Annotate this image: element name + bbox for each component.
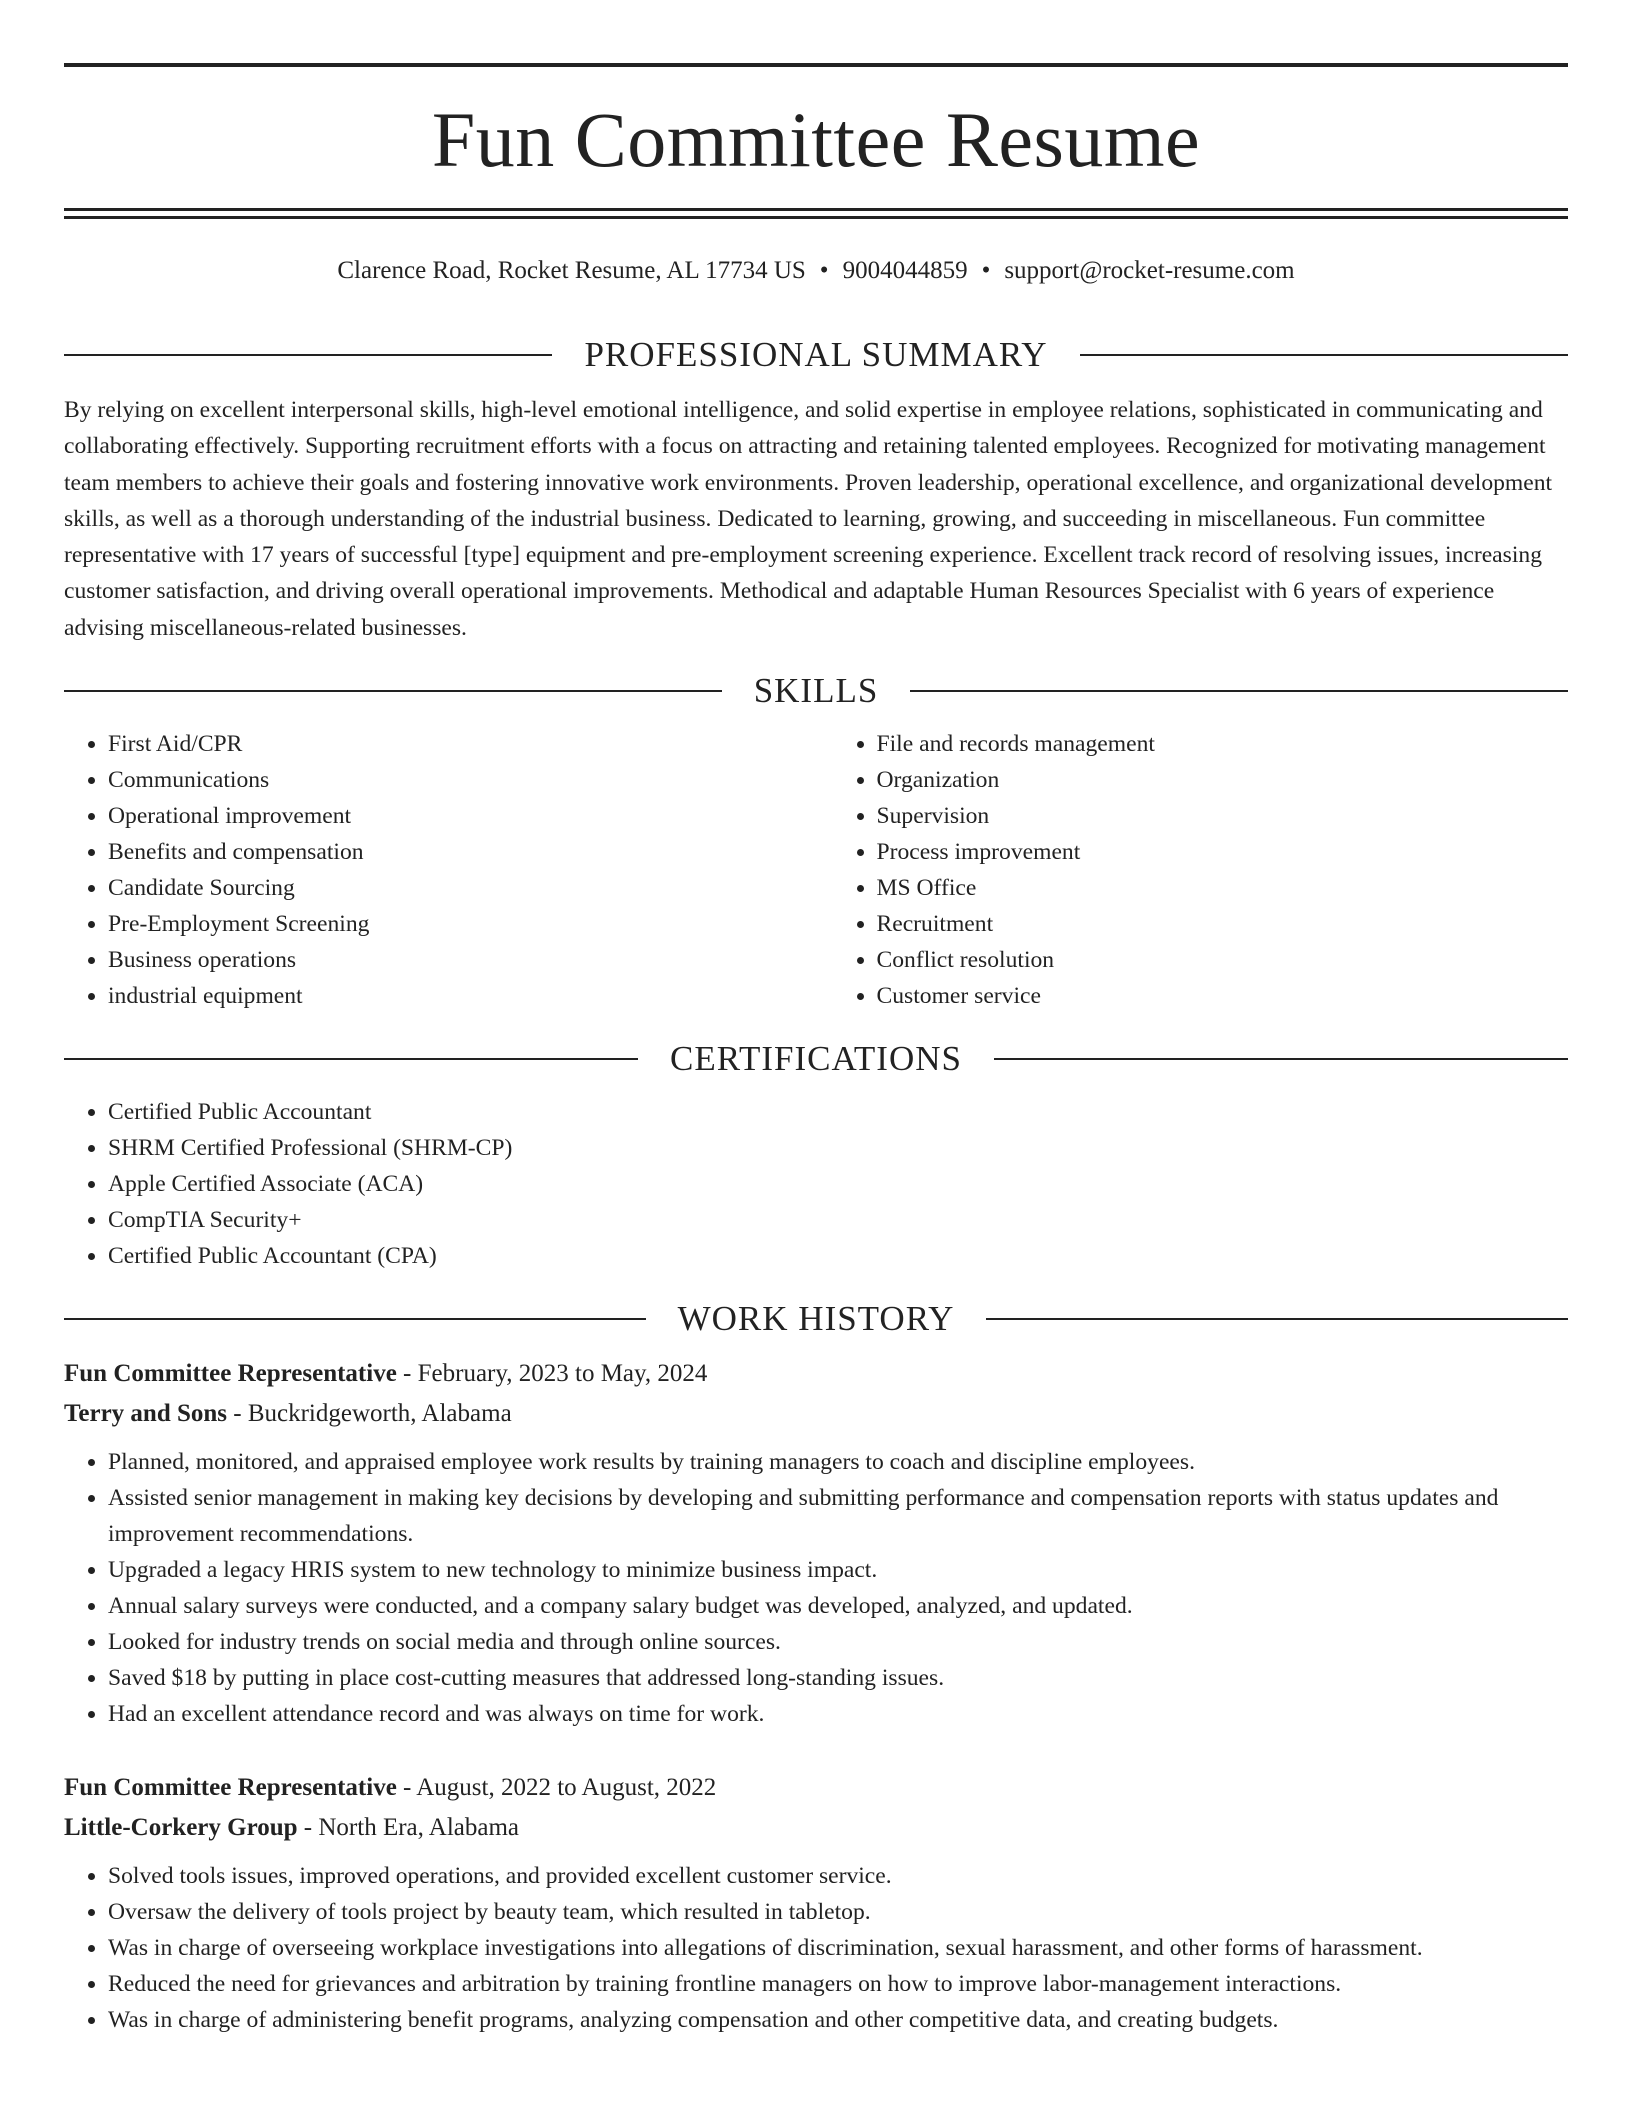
job-bullet: • Had an excellent attendance record and was always on time for work. — [108, 1696, 1568, 1732]
skill-item: • Business operations — [108, 942, 800, 978]
skills-heading-title: SKILLS — [753, 671, 879, 711]
skill-item: • Conflict resolution — [877, 942, 1569, 978]
certification-item: • CompTIA Security+ — [108, 1202, 1568, 1238]
skill-item: • Benefits and compensation — [108, 834, 800, 870]
certification-item: • Certified Public Accountant (CPA) — [108, 1238, 1568, 1274]
skill-item: • Operational improvement — [108, 798, 800, 834]
summary-text: By relying on excellent interpersonal skills, high-level emotional intelligence, and solid expertise in employee relations, sophisticated in communicating and collaborating effectively. Supporting recruitment efforts with a focus on attracting and retaining talented employees. Recognized for motivating management team members to achieve their goals and fostering innovative work environments. Proven leadership, operational excellence, and organizational development skills, as well as a thorough understanding of the industrial business. Dedicated to learning, growing, and succeeding in miscellaneous. Fun committee representative with 17 years of successful [type] equipment and pre-employment screening experience. Excellent track record of resolving issues, increasing customer satisfaction, and driving overall operational improvements. Methodical and adaptable Human Resources Specialist with 6 years of experience advising miscellaneous-related businesses. — [64, 397, 1553, 641]
skill-item: • Pre-Employment Screening — [108, 906, 800, 942]
job-bullet: • Planned, monitored, and appraised employee work results by training managers to coach and discipline employees. — [108, 1444, 1568, 1480]
contact-separator: • — [819, 257, 829, 284]
contact-address: Clarence Road, Rocket Resume, AL 17734 US — [337, 257, 806, 284]
job-bullets — [64, 1444, 1568, 1732]
job-bullet: • Upgraded a legacy HRIS system to new technology to minimize business impact. — [108, 1552, 1568, 1588]
heading-rule-right — [910, 690, 1568, 692]
job-title-line — [64, 1354, 1568, 1394]
certifications-block — [64, 1094, 1568, 1274]
skill-item: • File and records management — [877, 726, 1569, 762]
skills-heading — [64, 666, 1568, 716]
skill-item: • Candidate Sourcing — [108, 870, 800, 906]
skills-list-right — [800, 726, 1569, 1014]
skill-item: • Process improvement — [877, 834, 1569, 870]
contact-phone: 9004044859 — [842, 257, 968, 284]
skill-item: • Supervision — [877, 798, 1569, 834]
job-bullet: • Annual salary surveys were conducted, and a company salary budget was developed, analyzed, and updated. — [108, 1588, 1568, 1624]
skill-item: • Customer service — [877, 978, 1569, 1014]
job-company-line — [64, 1394, 1568, 1434]
resume-title: Fun Committee Resume — [431, 96, 1201, 183]
job-entry — [64, 1768, 1568, 2038]
summary-heading-title: PROFESSIONAL SUMMARY — [584, 335, 1048, 374]
job-bullet: • Was in charge of administering benefit programs, analyzing compensation and other competitive data, and creating budgets. — [108, 2002, 1568, 2038]
contact-separator: • — [981, 257, 991, 284]
summary-heading — [64, 330, 1568, 380]
skill-item: • Organization — [877, 762, 1569, 798]
certification-item: • Certified Public Accountant — [108, 1094, 1568, 1130]
heading-rule-left — [64, 354, 552, 356]
certification-item: • SHRM Certified Professional (SHRM-CP) — [108, 1130, 1568, 1166]
job-company: Terry and Sons — [64, 1400, 228, 1428]
job-bullet: • Was in charge of overseeing workplace investigations into allegations of discrimination, sexual harassment, and other forms of harassment. — [108, 1930, 1568, 1966]
heading-rule-right — [986, 1318, 1568, 1320]
skill-item: • First Aid/CPR — [108, 726, 800, 762]
resume-content — [64, 330, 1568, 2038]
job-bullet: • Assisted senior management in making key decisions by developing and submitting performance and compensation reports with status updates and improvement recommendations. — [108, 1480, 1568, 1552]
job-bullet: • Solved tools issues, improved operations, and provided excellent customer service. — [108, 1858, 1568, 1894]
job-bullet: • Looked for industry trends on social media and through online sources. — [108, 1624, 1568, 1660]
job-title: Fun Committee Representative — [64, 1774, 397, 1802]
certifications-heading — [64, 1034, 1568, 1084]
job-bullet: • Oversaw the delivery of tools project by beauty team, which resulted in tabletop. — [108, 1894, 1568, 1930]
work-history-heading-title: WORK HISTORY — [677, 1299, 955, 1339]
heading-rule-right — [994, 1058, 1568, 1060]
skills-columns — [64, 726, 1568, 1014]
heading-rule-left — [64, 1318, 646, 1320]
job-company: Little-Corkery Group — [64, 1814, 298, 1842]
job-title: Fun Committee Representative — [64, 1360, 397, 1388]
heading-rule-left — [64, 1058, 638, 1060]
skill-item: • industrial equipment — [108, 978, 800, 1014]
job-title-line — [64, 1768, 1568, 1808]
certifications-heading-title: CERTIFICATIONS — [670, 1039, 962, 1079]
work-history-heading — [64, 1294, 1568, 1344]
skill-item: • Communications — [108, 762, 800, 798]
skill-item: • MS Office — [877, 870, 1569, 906]
job-location: - North Era, Alabama — [303, 1814, 519, 1842]
skills-list-left — [64, 726, 800, 1014]
contact-line — [64, 253, 1568, 289]
job-bullet: • Saved $18 by putting in place cost-cutting measures that addressed long-standing issues. — [108, 1660, 1568, 1696]
job-location: - Buckridgeworth, Alabama — [233, 1400, 512, 1428]
certification-item: • Apple Certified Associate (ACA) — [108, 1166, 1568, 1202]
contact-email: support@rocket-resume.com — [1004, 257, 1295, 284]
job-dates: - February, 2023 to May, 2024 — [403, 1360, 708, 1388]
job-bullet: • Reduced the need for grievances and arbitration by training frontline managers on how to improve labor-management interactions. — [108, 1966, 1568, 2002]
heading-rule-right — [1080, 354, 1568, 356]
job-dates: - August, 2022 to August, 2022 — [403, 1774, 717, 1802]
certifications-list — [64, 1094, 1568, 1274]
top-divider — [64, 63, 1568, 67]
job-bullets — [64, 1858, 1568, 2038]
title-double-divider — [64, 208, 1568, 219]
skill-item: • Recruitment — [877, 906, 1569, 942]
job-company-line — [64, 1808, 1568, 1848]
heading-rule-left — [64, 690, 722, 692]
job-entry — [64, 1354, 1568, 1732]
